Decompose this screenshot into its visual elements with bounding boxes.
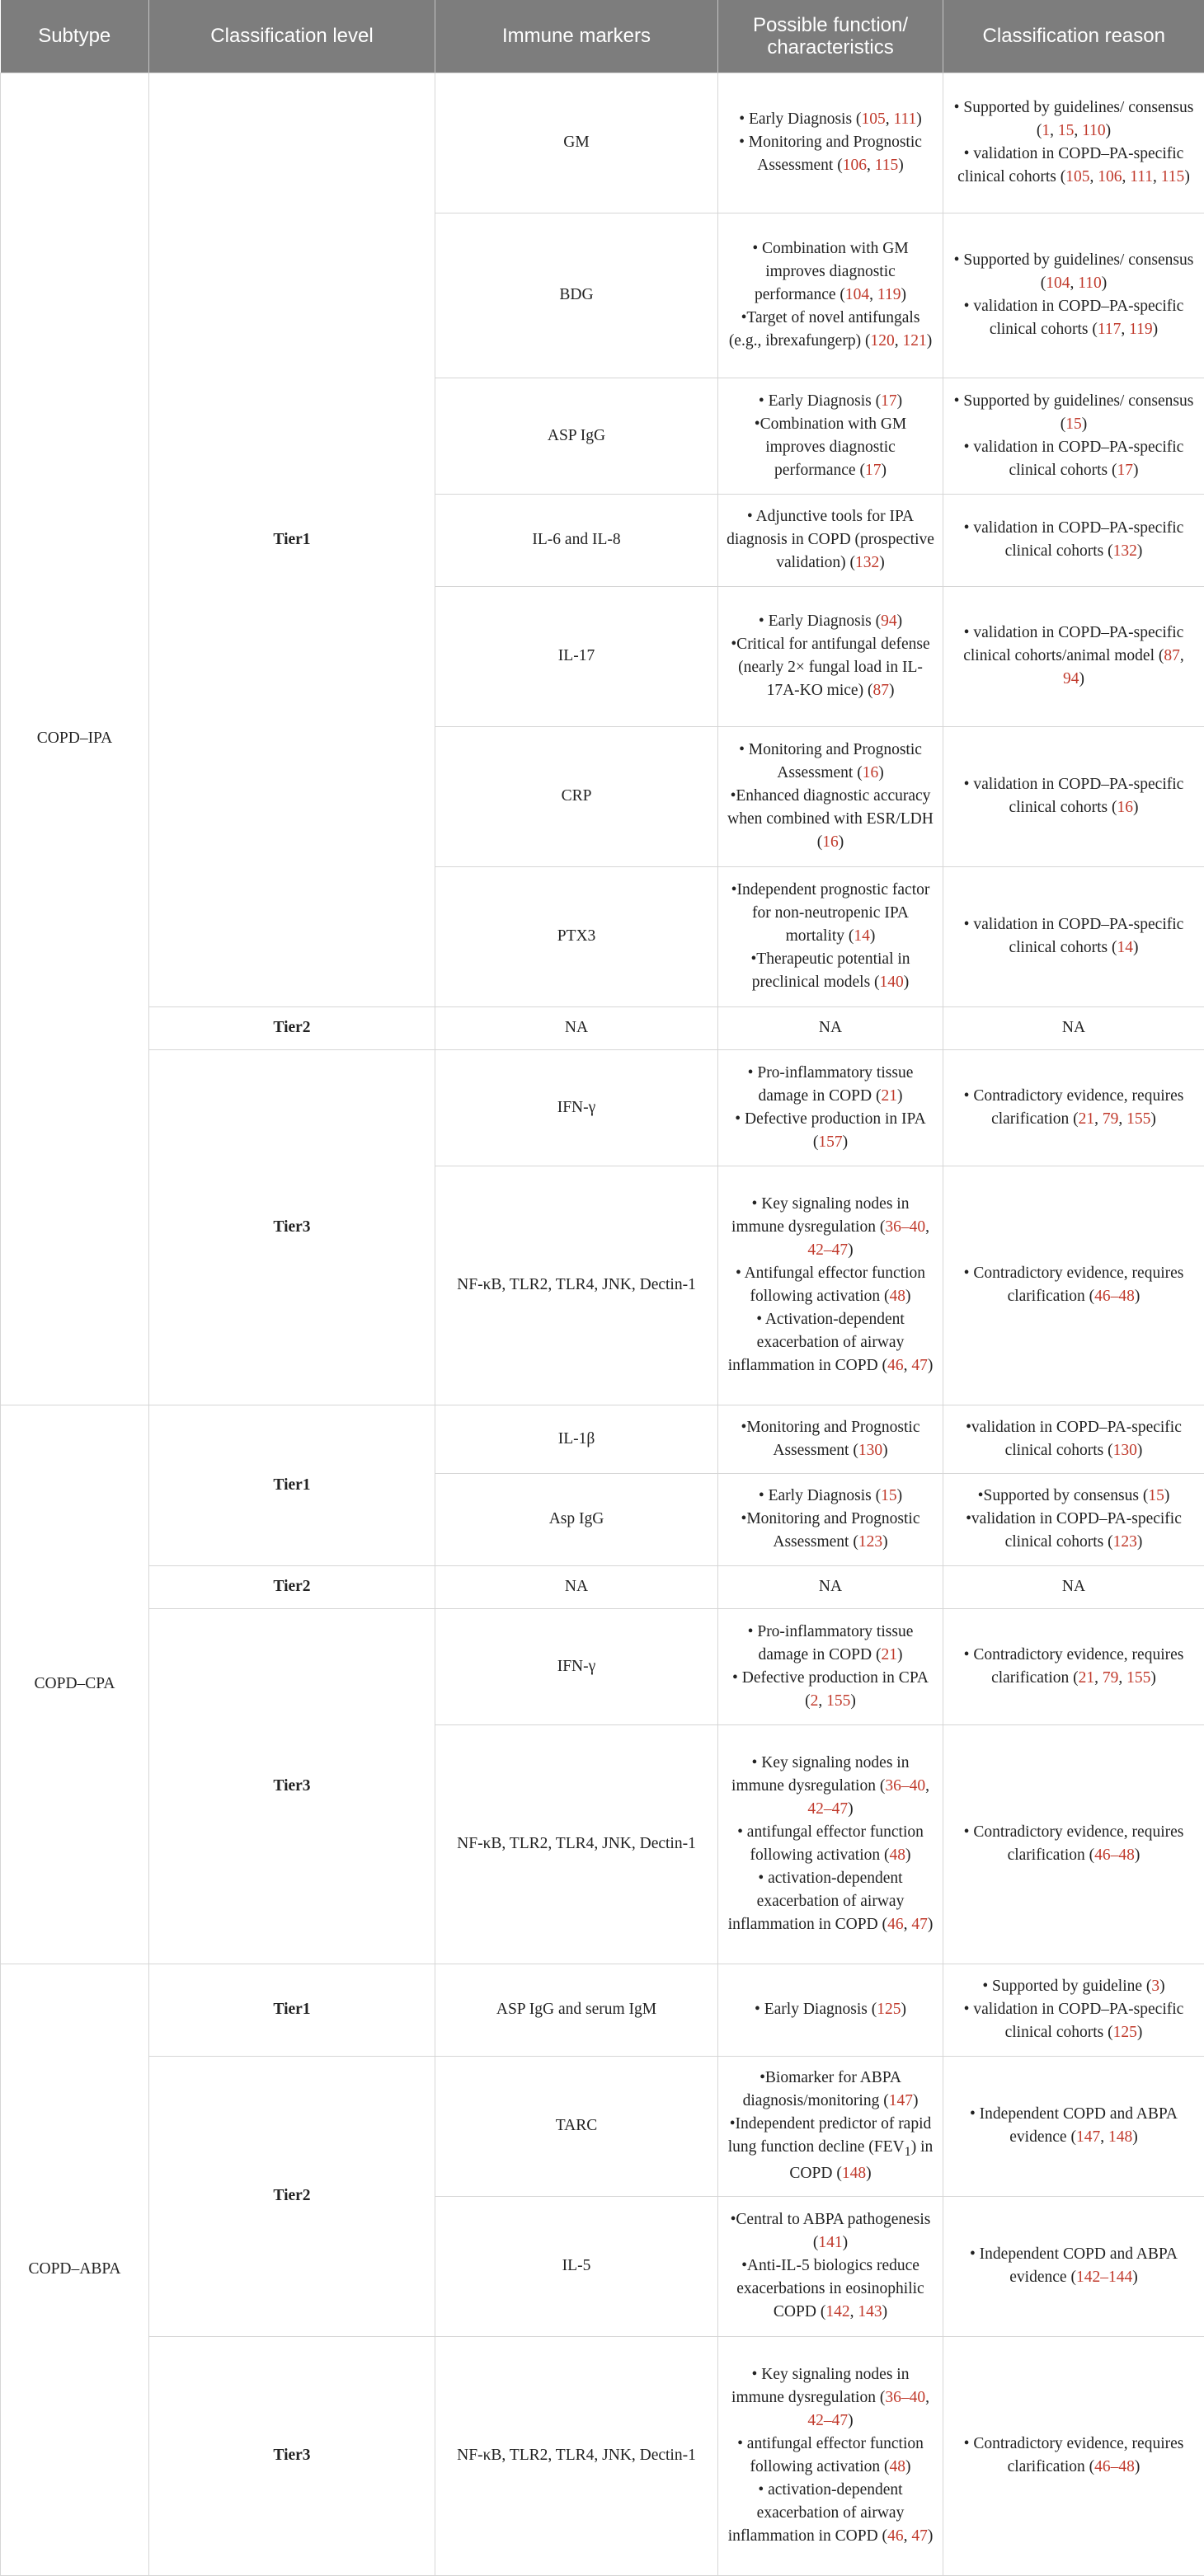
reason-line: • Independent COPD and ABPA evidence (142–144) — [952, 2243, 1196, 2289]
reference-link[interactable]: 79 — [1103, 1669, 1119, 1687]
reference-link[interactable]: 121 — [902, 332, 926, 350]
function-line: • Monitoring and Prognostic Assessment (16) — [727, 739, 934, 785]
reference-link[interactable]: 1 — [1042, 122, 1050, 139]
immune-marker-cell: GM — [435, 73, 718, 213]
classification-level-cell: Tier1 — [149, 73, 435, 1006]
reason-line: • Contradictory evidence, requires clarification (46–48) — [952, 1262, 1196, 1308]
table-row — [1, 73, 1204, 213]
reference-link[interactable]: 143 — [858, 2303, 882, 2320]
classification-level-cell: Tier2 — [149, 1006, 435, 1049]
immune-marker-cell: IL-6 and IL-8 — [435, 494, 718, 586]
reason-cell — [943, 1405, 1204, 1473]
reference-link[interactable]: 21 — [1079, 1110, 1095, 1128]
function-line: • Early Diagnosis (94) — [727, 610, 934, 633]
table-body — [1, 73, 1204, 2575]
function-line: • Antifungal effector function following activation (48) — [727, 1262, 934, 1308]
function-line: • activation-dependent exacerbation of airway inflammation in COPD (46, 47) — [727, 2479, 934, 2548]
reference-link[interactable]: 111 — [1130, 168, 1153, 185]
reference-link[interactable]: 119 — [877, 286, 901, 303]
reason-line: • Contradictory evidence, requires clarification (46–48) — [952, 2433, 1196, 2479]
reference-link[interactable]: 123 — [1113, 1533, 1137, 1551]
reference-link[interactable]: 15 — [1065, 415, 1082, 433]
col-header-subtype: Subtype — [1, 0, 149, 73]
reason-line: • Supported by guideline (3) — [952, 1975, 1196, 1998]
immune-marker-cell: IL-5 — [435, 2196, 718, 2336]
table-row — [1, 1964, 1204, 2056]
function-line: • Pro-inflammatory tissue damage in COPD (21) — [727, 1621, 934, 1667]
classification-level-cell: Tier2 — [149, 1565, 435, 1608]
function-line: •Biomarker for ABPA diagnosis/monitoring (147) — [727, 2067, 934, 2113]
function-line: •Target of novel antifungals (e.g., ibrexafungerp) (120, 121) — [727, 307, 934, 353]
reference-link[interactable]: 46 — [887, 1916, 904, 1933]
reference-link[interactable]: 2 — [811, 1692, 819, 1710]
function-line: • Key signaling nodes in immune dysregulation (36–40, 42–47) — [727, 2363, 934, 2433]
reference-link[interactable]: 130 — [1113, 1442, 1137, 1459]
reference-link[interactable]: 47 — [911, 2527, 928, 2545]
immune-marker-cell: IFN-γ — [435, 1049, 718, 1166]
reason-cell — [943, 1964, 1204, 2056]
function-cell — [718, 586, 943, 726]
function-line: • Monitoring and Prognostic Assessment (106, 115) — [727, 131, 934, 177]
reference-link[interactable]: 147 — [889, 2092, 913, 2109]
col-header-classification-reason: Classification reason — [943, 0, 1204, 73]
reference-link[interactable]: 87 — [872, 682, 889, 699]
immune-marker-cell: NA — [435, 1006, 718, 1049]
function-cell — [718, 1006, 943, 1049]
reference-link[interactable]: 47 — [911, 1357, 928, 1374]
reference-link[interactable]: 48 — [889, 1288, 905, 1305]
table-row — [1, 1006, 1204, 1049]
reference-link[interactable]: 47 — [911, 1916, 928, 1933]
table-row — [1, 1049, 1204, 1166]
reference-link[interactable]: 14 — [1117, 939, 1134, 956]
reason-line: • Contradictory evidence, requires clarification (21, 79, 155) — [952, 1085, 1196, 1131]
reference-link[interactable]: 105 — [1065, 168, 1089, 185]
subtype-cell: COPD–CPA — [1, 1405, 149, 1964]
function-line: •Critical for antifungal defense (nearly 2× fungal load in IL-17A-KO mice) (87) — [727, 633, 934, 702]
table-row — [1, 1405, 1204, 1473]
reason-line: • validation in COPD–PA-specific clinical cohorts (117, 119) — [952, 295, 1196, 341]
classification-level-cell: Tier3 — [149, 1049, 435, 1405]
reason-line: • validation in COPD–PA-specific clinical cohorts (132) — [952, 517, 1196, 563]
reference-link[interactable]: 21 — [881, 1087, 897, 1105]
reference-link[interactable]: 140 — [880, 974, 904, 991]
reason-cell — [943, 726, 1204, 866]
reference-link[interactable]: 147 — [1076, 2128, 1100, 2146]
immune-marker-cell: PTX3 — [435, 866, 718, 1006]
immune-marker-cell: TARC — [435, 2056, 718, 2196]
immune-marker-cell: ASP IgG and serum IgM — [435, 1964, 718, 2056]
reference-link[interactable]: 16 — [1117, 799, 1134, 816]
header-row — [1, 0, 1204, 73]
function-line: • Defective production in IPA (157) — [727, 1108, 934, 1154]
reference-link[interactable]: 42–47 — [807, 1800, 848, 1818]
reason-cell — [943, 2196, 1204, 2336]
reference-link[interactable]: 16 — [863, 764, 879, 781]
reference-link[interactable]: 120 — [870, 332, 894, 350]
reference-link[interactable]: 119 — [1129, 321, 1153, 338]
reference-link[interactable]: 148 — [842, 2165, 866, 2182]
immune-marker-cell: IL-1β — [435, 1405, 718, 1473]
function-line: •Independent prognostic factor for non-neutropenic IPA mortality (14) — [727, 879, 934, 948]
table-row — [1, 2336, 1204, 2575]
reason-line: NA — [952, 1575, 1196, 1598]
function-line: • antifungal effector function following activation (48) — [727, 2433, 934, 2479]
reason-cell — [943, 1166, 1204, 1405]
reference-link[interactable]: 15 — [1148, 1487, 1164, 1504]
function-line: • Early Diagnosis (125) — [727, 1998, 934, 2021]
immune-marker-cell: BDG — [435, 213, 718, 378]
reference-link[interactable]: 106 — [843, 157, 867, 174]
reference-link[interactable]: 48 — [889, 2458, 905, 2475]
reference-link[interactable]: 3 — [1151, 1978, 1159, 1995]
function-cell — [718, 1608, 943, 1724]
immune-marker-cell: CRP — [435, 726, 718, 866]
function-line: • Combination with GM improves diagnostic performance (104, 119) — [727, 237, 934, 307]
reason-line: • Contradictory evidence, requires clarification (46–48) — [952, 1821, 1196, 1867]
reference-link[interactable]: 36–40 — [885, 1218, 925, 1236]
function-cell — [718, 378, 943, 494]
reference-link[interactable]: 79 — [1103, 1110, 1119, 1128]
function-cell — [718, 866, 943, 1006]
reason-cell — [943, 1049, 1204, 1166]
reason-line: •validation in COPD–PA-specific clinical cohorts (130) — [952, 1416, 1196, 1462]
reference-link[interactable]: 36–40 — [885, 1777, 925, 1795]
reference-link[interactable]: 155 — [1126, 1669, 1150, 1687]
function-cell — [718, 1405, 943, 1473]
function-line: NA — [727, 1016, 934, 1039]
reference-link[interactable]: 105 — [861, 110, 885, 128]
reason-line: • Supported by guidelines/ consensus (15) — [952, 390, 1196, 436]
reference-link[interactable]: 110 — [1078, 274, 1102, 292]
function-line: • Early Diagnosis (15) — [727, 1485, 934, 1508]
function-cell — [718, 2336, 943, 2575]
reference-link[interactable]: 111 — [893, 110, 916, 128]
reason-line: • Contradictory evidence, requires clarification (21, 79, 155) — [952, 1644, 1196, 1690]
reference-link[interactable]: 46–48 — [1094, 1846, 1135, 1864]
reference-link[interactable]: 132 — [1113, 542, 1137, 560]
reference-link[interactable]: 87 — [1164, 647, 1180, 664]
immune-marker-cell: IL-17 — [435, 586, 718, 726]
reference-link[interactable]: 104 — [845, 286, 869, 303]
function-line: • Early Diagnosis (17) — [727, 390, 934, 413]
immune-marker-cell: Asp IgG — [435, 1473, 718, 1565]
function-line: • Early Diagnosis (105, 111) — [727, 108, 934, 131]
reference-link[interactable]: 117 — [1098, 321, 1122, 338]
function-cell — [718, 1049, 943, 1166]
function-cell — [718, 1724, 943, 1964]
reference-link[interactable]: 48 — [889, 1846, 905, 1864]
classification-level-cell: Tier3 — [149, 2336, 435, 2575]
subtype-cell: COPD–ABPA — [1, 1964, 149, 2575]
function-cell — [718, 1473, 943, 1565]
reference-link[interactable]: 130 — [858, 1442, 882, 1459]
reference-link[interactable]: 42–47 — [807, 2412, 848, 2429]
reference-link[interactable]: 157 — [818, 1133, 842, 1151]
reference-link[interactable]: 94 — [1063, 670, 1079, 687]
reference-link[interactable]: 46 — [887, 1357, 904, 1374]
reference-link[interactable]: 15 — [1058, 122, 1075, 139]
reference-link[interactable]: 125 — [877, 2001, 901, 2018]
reference-link[interactable]: 17 — [881, 392, 897, 410]
function-cell — [718, 494, 943, 586]
function-line: •Combination with GM improves diagnostic performance (17) — [727, 413, 934, 482]
classification-level-cell: Tier2 — [149, 2056, 435, 2336]
reference-link[interactable]: 141 — [818, 2234, 842, 2251]
reference-link[interactable]: 46–48 — [1094, 2458, 1135, 2475]
classification-level-cell: Tier1 — [149, 1964, 435, 2056]
reference-link[interactable]: 155 — [826, 1692, 850, 1710]
reason-cell — [943, 1473, 1204, 1565]
reference-link[interactable]: 123 — [858, 1533, 882, 1551]
reference-link[interactable]: 142–144 — [1076, 2269, 1132, 2286]
reason-line: • validation in COPD–PA-specific clinical cohorts (105, 106, 111, 115) — [952, 143, 1196, 189]
function-line: •Monitoring and Prognostic Assessment (130) — [727, 1416, 934, 1462]
classification-level-cell: Tier3 — [149, 1608, 435, 1964]
function-line: • Defective production in CPA (2, 155) — [727, 1667, 934, 1713]
reason-cell — [943, 2056, 1204, 2196]
function-cell — [718, 2196, 943, 2336]
reference-link[interactable]: 106 — [1098, 168, 1122, 185]
immune-marker-cell: NF-κB, TLR2, TLR4, JNK, Dectin-1 — [435, 1166, 718, 1405]
reference-link[interactable]: 155 — [1126, 1110, 1150, 1128]
reason-cell — [943, 73, 1204, 213]
reference-link[interactable]: 17 — [1117, 462, 1134, 479]
function-line: • Pro-inflammatory tissue damage in COPD (21) — [727, 1062, 934, 1108]
reason-line: • Supported by guidelines/ consensus (104, 110) — [952, 249, 1196, 295]
reference-link[interactable]: 42–47 — [807, 1241, 848, 1259]
classification-level-cell: Tier1 — [149, 1405, 435, 1565]
function-line: • Activation-dependent exacerbation of airway inflammation in COPD (46, 47) — [727, 1308, 934, 1377]
immune-marker-cell: NA — [435, 1565, 718, 1608]
reference-link[interactable]: 14 — [854, 927, 870, 945]
reference-link[interactable]: 142 — [825, 2303, 849, 2320]
reason-cell — [943, 2336, 1204, 2575]
reference-link[interactable]: 148 — [1108, 2128, 1132, 2146]
reference-link[interactable]: 132 — [855, 554, 879, 571]
reference-link[interactable]: 115 — [1161, 168, 1185, 185]
reason-cell — [943, 1565, 1204, 1608]
function-line: •Therapeutic potential in preclinical models (140) — [727, 948, 934, 994]
reason-cell — [943, 1724, 1204, 1964]
immune-marker-cell: ASP IgG — [435, 378, 718, 494]
reason-cell — [943, 494, 1204, 586]
function-cell — [718, 1565, 943, 1608]
function-line: • antifungal effector function following activation (48) — [727, 1821, 934, 1867]
col-header-immune-markers: Immune markers — [435, 0, 718, 73]
table-row — [1, 1565, 1204, 1608]
immune-marker-cell: IFN-γ — [435, 1608, 718, 1724]
subscript: 1 — [905, 2143, 911, 2158]
reason-line: • validation in COPD–PA-specific clinical cohorts (16) — [952, 773, 1196, 819]
function-cell — [718, 213, 943, 378]
reason-cell — [943, 1006, 1204, 1049]
function-line: •Enhanced diagnostic accuracy when combined with ESR/LDH (16) — [727, 785, 934, 854]
reason-line: NA — [952, 1016, 1196, 1039]
function-line: •Monitoring and Prognostic Assessment (123) — [727, 1508, 934, 1554]
reference-link[interactable]: 110 — [1082, 122, 1106, 139]
reference-link[interactable]: 46 — [887, 2527, 904, 2545]
col-header-classification-level: Classification level — [149, 0, 435, 73]
function-line: • Key signaling nodes in immune dysregulation (36–40, 42–47) — [727, 1752, 934, 1821]
reference-link[interactable]: 15 — [881, 1487, 897, 1504]
reference-link[interactable]: 94 — [881, 612, 897, 630]
function-line: •Anti-IL-5 biologics reduce exacerbations in eosinophilic COPD (142, 143) — [727, 2255, 934, 2324]
reference-link[interactable]: 36–40 — [885, 2389, 925, 2406]
reason-line: • validation in COPD–PA-specific clinical cohorts (17) — [952, 436, 1196, 482]
reason-line: • validation in COPD–PA-specific clinical cohorts (14) — [952, 913, 1196, 960]
reference-link[interactable]: 16 — [822, 833, 839, 851]
reference-link[interactable]: 115 — [875, 157, 899, 174]
reason-cell — [943, 586, 1204, 726]
reason-line: • Independent COPD and ABPA evidence (147, 148) — [952, 2103, 1196, 2149]
function-line: •Central to ABPA pathogenesis (141) — [727, 2208, 934, 2255]
reason-line: • validation in COPD–PA-specific clinical cohorts/animal model (87, 94) — [952, 622, 1196, 691]
table-row — [1, 2056, 1204, 2196]
table-row — [1, 1608, 1204, 1724]
subtype-cell: COPD–IPA — [1, 73, 149, 1405]
reason-cell — [943, 378, 1204, 494]
reference-link[interactable]: 21 — [881, 1646, 897, 1663]
reason-cell — [943, 213, 1204, 378]
col-header-possible-function: Possible function/ characteristics — [718, 0, 943, 73]
reason-line: • Supported by guidelines/ consensus (1, 15, 110) — [952, 96, 1196, 143]
function-cell — [718, 1964, 943, 2056]
immune-marker-cell: NF-κB, TLR2, TLR4, JNK, Dectin-1 — [435, 2336, 718, 2575]
reason-line: •validation in COPD–PA-specific clinical cohorts (123) — [952, 1508, 1196, 1554]
reason-line: •Supported by consensus (15) — [952, 1485, 1196, 1508]
function-line: • Key signaling nodes in immune dysregulation (36–40, 42–47) — [727, 1193, 934, 1262]
reason-cell — [943, 1608, 1204, 1724]
reference-link[interactable]: 104 — [1046, 274, 1070, 292]
function-line: •Independent predictor of rapid lung function decline $(FEV_1)$ in COPD (148) — [727, 2113, 934, 2186]
function-cell — [718, 73, 943, 213]
reason-cell — [943, 866, 1204, 1006]
function-line: NA — [727, 1575, 934, 1598]
reference-link[interactable]: 21 — [1079, 1669, 1095, 1687]
function-cell — [718, 2056, 943, 2196]
function-line: • activation-dependent exacerbation of airway inflammation in COPD (46, 47) — [727, 1867, 934, 1936]
reference-link[interactable]: 17 — [865, 462, 882, 479]
function-cell — [718, 1166, 943, 1405]
immune-marker-cell: NF-κB, TLR2, TLR4, JNK, Dectin-1 — [435, 1724, 718, 1964]
function-line: • Adjunctive tools for IPA diagnosis in COPD (prospective validation) (132) — [727, 505, 934, 575]
function-cell — [718, 726, 943, 866]
reference-link[interactable]: 125 — [1113, 2024, 1137, 2041]
reason-line: • validation in COPD–PA-specific clinical cohorts (125) — [952, 1998, 1196, 2044]
reference-link[interactable]: 46–48 — [1094, 1288, 1135, 1305]
